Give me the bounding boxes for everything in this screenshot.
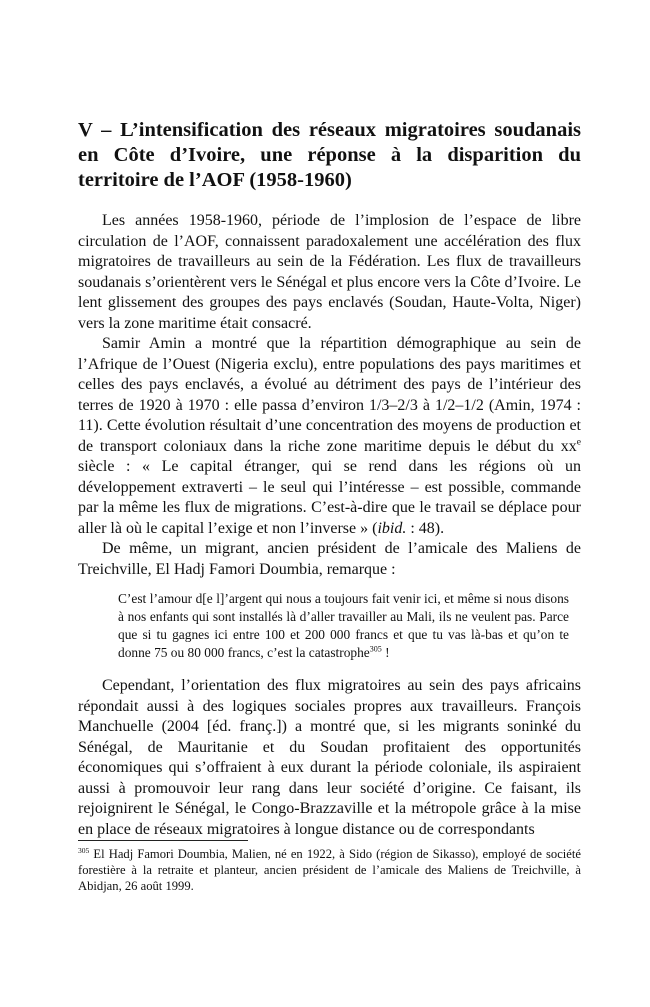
paragraph-2-text-b: siècle : « Le capital étranger, qui se rend dans les régions où un développement extraverti – le seul qui l’intéresse – est possible, commande par la même les flux de migrations. C’est-à-dire que le travail se déplace pour aller là où le capital l’exige et non l’inverse » (	[78, 458, 581, 537]
footnote-reference: 305	[369, 644, 382, 654]
paragraph-4: Cependant, l’orientation des flux migratoires au sein des pays africains répondait aussi à des logiques sociales propres aux travailleurs. François Manchuelle (2004 [éd. franç.]) a montré que, si les migrants soninké du Sénégal, de Mauritanie et du Soudan profitaient des opportunités économiques qui s’offraient à eux durant la période coloniale, ils aspiraient aussi à promouvoir leur rang dans leur société d’origine. Ce faisant, ils rejoignirent le Sénégal, le Congo-Brazzaville et la métropole grâce à la mise en place de réseaux migratoires à longue distance ou de correspondants	[78, 677, 581, 838]
section-heading: V – L’intensification des réseaux migratoires soudanais en Côte d’Ivoire, une réponse à la disparition du territoire de l’AOF (1958-1960)	[78, 119, 581, 191]
paragraph-2-text-c: : 48).	[406, 519, 445, 537]
ibid-italic: ibid.	[377, 519, 407, 537]
paragraph-2	[78, 334, 581, 539]
paragraph-1: Les années 1958-1960, période de l’implosion de l’espace de libre circulation de l’AOF, connaissent paradoxalement une accélération des flux migratoires de travailleurs au sein de la Fédération. Les flux de travailleurs soudanais s’orientèrent vers le Sénégal et plus encore vers la Côte d’Ivoire. Le lent glissement des groupes des pays enclavés (Soudan, Haute-Volta, Niger) vers la zone maritime était consacré.	[78, 212, 581, 332]
paragraph-3: De même, un migrant, ancien président de l’amicale des Maliens de Treichville, El Hadj Famori Doumbia, remarque :	[78, 540, 581, 578]
footnote-text	[78, 846, 581, 894]
footnote-number: 305	[78, 845, 90, 855]
paragraph-2-text-a: Samir Amin a montré que la répartition démographique au sein de l’Afrique de l’Ouest (Nigeria exclu), entre populations des pays maritimes et celles des pays enclavés, a évolué au détriment des pays de l’intérieur des terres de 1920 à 1970 : elle passa d’environ 1/3–2/3 à 1/2–1/2 (Amin, 1974 : 11). Cette évolution résultait d’une concentration des moyens de production et de transport coloniaux dans la riche zone maritime depuis le début du xx	[78, 335, 581, 455]
body-text	[78, 211, 581, 840]
footnote-body: El Hadj Famori Doumbia, Malien, né en 1922, à Sido (région de Sikasso), employé de société forestière à la retraite et planteur, ancien président de l’amicale des Maliens de Treichville, à Abidjan, 26 août 1999.	[78, 847, 581, 893]
footnote	[78, 846, 581, 894]
page-content	[78, 118, 581, 840]
century-superscript: e	[576, 436, 581, 448]
quote-end: !	[381, 645, 390, 660]
block-quote	[118, 590, 569, 662]
footnote-separator	[78, 840, 248, 841]
quote-body: C’est l’amour d[e l]’argent qui nous a toujours fait venir ici, et même si nous disons à nos enfants qui sont installés là d’aller travailler au Mali, ils ne veulent pas. Parce que si tu gagnes ici entre 100 et 200 000 francs et que tu vas là-bas et qu’on te donne 75 ou 80 000 francs, c’est la catastrophe	[118, 591, 569, 660]
quote-text	[118, 590, 569, 662]
